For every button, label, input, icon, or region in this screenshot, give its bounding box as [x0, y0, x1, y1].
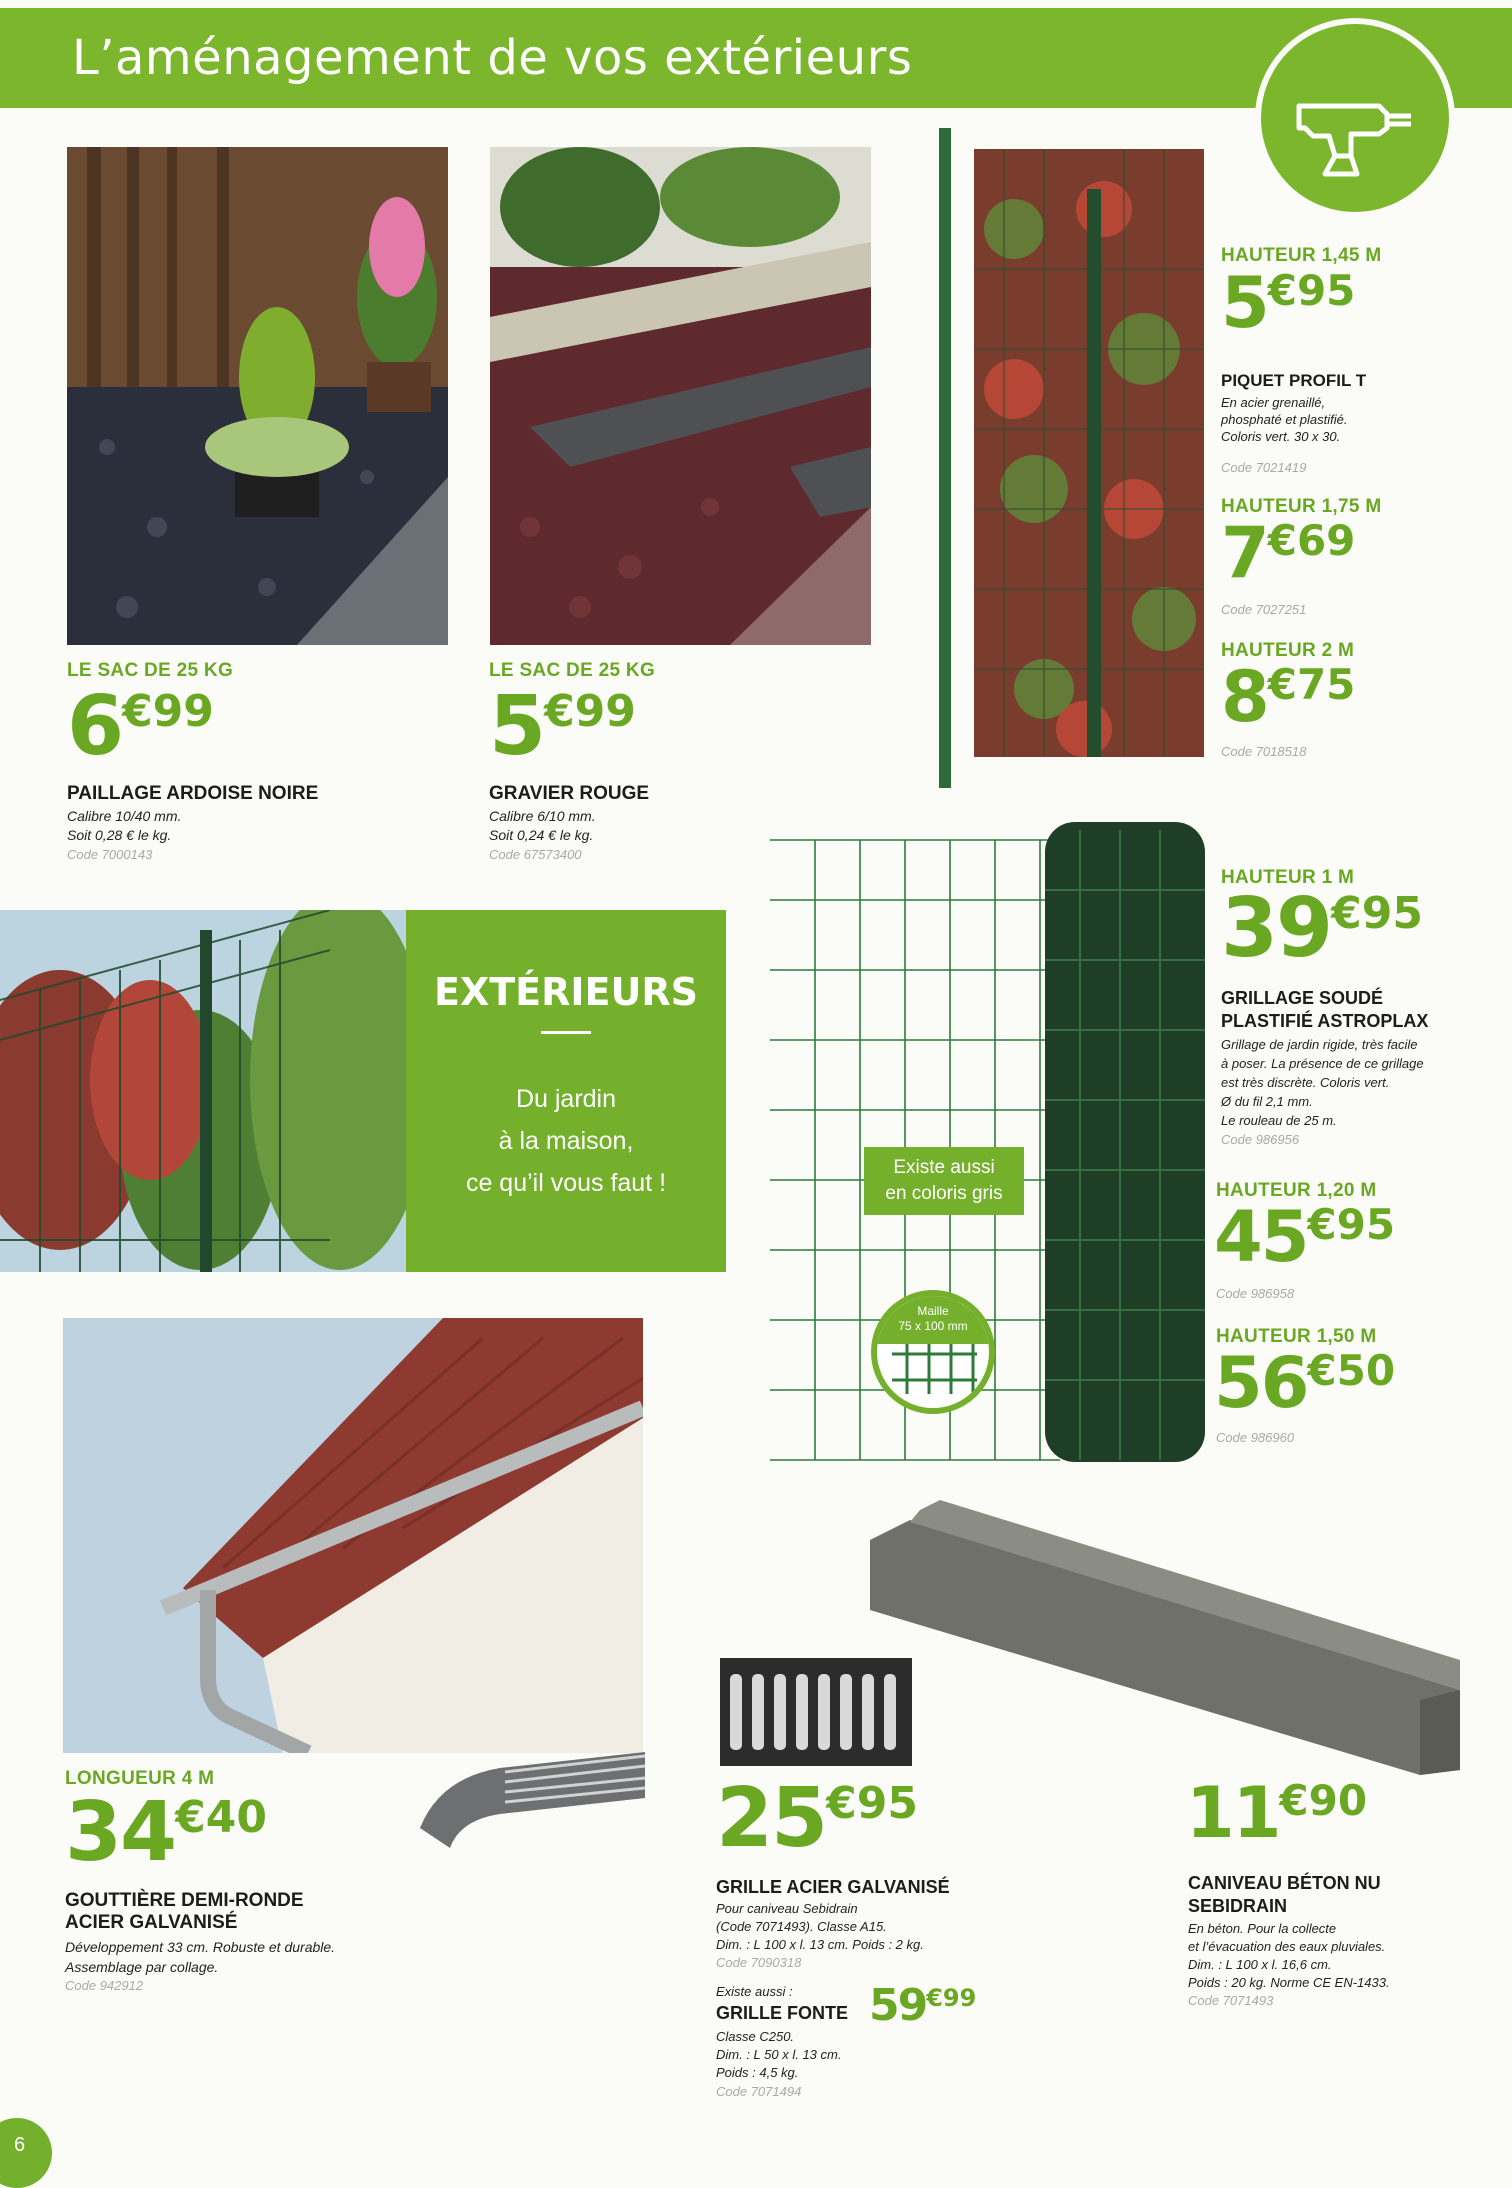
ardoise-desc2: Soit 0,28 € le kg.	[67, 827, 172, 843]
gouttiere-unit: LONGUEUR 4 M	[65, 1768, 215, 1789]
gouttiere-price: 34€40	[65, 1785, 267, 1880]
piquet-name: PIQUET PROFIL T	[1221, 371, 1367, 390]
piquet-price-3: 8€75	[1221, 656, 1356, 738]
promo-line-3: ce qu’il vous faut !	[465, 1169, 667, 1197]
grillage-desc3: est très discrète. Coloris vert.	[1221, 1075, 1390, 1090]
gravier-name: GRAVIER ROUGE	[489, 783, 650, 804]
caniveau-desc3: Dim. : L 100 x l. 16,6 cm.	[1188, 1957, 1332, 1972]
grillage-desc5: Le rouleau de 25 m.	[1221, 1113, 1337, 1128]
grille-fonte-name: GRILLE FONTE	[716, 2003, 848, 2023]
piquet-height-1: HAUTEUR 1,45 M	[1221, 245, 1382, 266]
mesh-size-label	[877, 1296, 989, 1344]
caniveau-desc2: et l’évacuation des eaux pluviales.	[1188, 1939, 1386, 1954]
page-number-badge	[0, 2118, 52, 2188]
red-gravel-photo	[490, 147, 871, 645]
grille-also: Existe aussi :	[716, 1984, 793, 1999]
grille-fonte-code: Code 7071494	[716, 2084, 802, 2099]
badge-line-2: en coloris gris	[885, 1183, 1003, 1204]
piquet-price-1: 5€95	[1221, 262, 1356, 344]
ardoise-name: PAILLAGE ARDOISE NOIRE	[67, 783, 319, 804]
piquet-height-3: HAUTEUR 2 M	[1221, 640, 1355, 661]
mesh-size-badge	[871, 1290, 995, 1414]
slate-mulch-photo	[67, 147, 448, 645]
grille-price: 25€95	[716, 1771, 918, 1866]
piquet-code-2: Code 7027251	[1221, 602, 1307, 617]
grille-desc3: Dim. : L 100 x l. 13 cm. Poids : 2 kg.	[716, 1937, 924, 1952]
grillage-price-3: 56€50	[1214, 1342, 1396, 1424]
caniveau-desc4: Poids : 20 kg. Norme CE EN-1433.	[1188, 1975, 1390, 1990]
grey-color-badge	[864, 1147, 1024, 1215]
grille-desc2: (Code 7071493). Classe A15.	[716, 1919, 887, 1934]
caniveau-name-2: SEBIDRAIN	[1188, 1896, 1288, 1916]
piquet-price-2: 7€69	[1221, 512, 1356, 594]
grillage-name-2: PLASTIFIÉ ASTROPLAX	[1221, 1011, 1429, 1031]
mesh-icon	[877, 1344, 989, 1408]
grillage-desc2: à poser. La présence de ce grillage	[1221, 1056, 1424, 1071]
mesh-label-1: Maille	[917, 1304, 949, 1318]
grillage-height-1: HAUTEUR 1 M	[1221, 867, 1355, 888]
caniveau-code: Code 7071493	[1188, 1993, 1274, 2008]
grille-desc1: Pour caniveau Sebidrain	[716, 1901, 858, 1916]
half-round-gutter-image	[410, 1748, 645, 1858]
gouttiere-desc1: Développement 33 cm. Robuste et durable.	[65, 1939, 336, 1955]
caniveau-name-1: CANIVEAU BÉTON NU	[1188, 1873, 1381, 1893]
mesh-label-2: 75 x 100 mm	[898, 1319, 968, 1333]
drill-icon	[1255, 18, 1455, 218]
badge-line-1: Existe aussi	[893, 1157, 995, 1178]
concrete-channel-image	[860, 1500, 1460, 1780]
grillage-desc4: Ø du fil 2,1 mm.	[1221, 1094, 1313, 1109]
piquet-desc2: phosphaté et plastifié.	[1221, 412, 1348, 427]
grille-name: GRILLE ACIER GALVANISÉ	[716, 1877, 950, 1897]
piquet-code-1: Code 7021419	[1221, 460, 1307, 475]
promo-text	[406, 1078, 726, 1204]
promo-line-2: à la maison,	[498, 1127, 634, 1155]
page-title: L’aménagement de vos extérieurs	[72, 30, 913, 86]
promo-divider	[541, 1031, 591, 1034]
promo-box	[406, 910, 726, 1272]
caniveau-desc1: En béton. Pour la collecte	[1188, 1921, 1337, 1936]
caniveau-price: 11€90	[1186, 1772, 1368, 1854]
gouttiere-desc2: Assemblage par collage.	[65, 1959, 219, 1975]
ardoise-unit: LE SAC DE 25 KG	[67, 660, 234, 681]
piquet-height-2: HAUTEUR 1,75 M	[1221, 496, 1382, 517]
grillage-code-2: Code 986958	[1216, 1286, 1295, 1301]
grillage-height-2: HAUTEUR 1,20 M	[1216, 1180, 1377, 1201]
gouttiere-name-1: GOUTTIÈRE DEMI-RONDE	[65, 1890, 304, 1911]
grillage-code-3: Code 986960	[1216, 1430, 1295, 1445]
grille-code: Code 7090318	[716, 1955, 802, 1970]
page-number: 6	[14, 2134, 26, 2156]
grillage-desc1: Grillage de jardin rigide, très facile	[1221, 1037, 1418, 1052]
grille-fonte-desc1: Classe C250.	[716, 2029, 795, 2044]
garden-fence-photo	[0, 910, 406, 1272]
grille-fonte-desc2: Dim. : L 50 x l. 13 cm.	[716, 2047, 842, 2062]
ardoise-code: Code 7000143	[67, 847, 153, 862]
gravier-price: 5€99	[489, 679, 636, 774]
fence-post-image	[936, 128, 954, 788]
gutter-photo	[63, 1318, 643, 1753]
grillage-name-1: GRILLAGE SOUDÉ	[1221, 988, 1384, 1008]
promo-title: EXTÉRIEURS	[434, 970, 698, 1014]
gouttiere-name-2: ACIER GALVANISÉ	[65, 1912, 238, 1933]
gravier-desc2: Soit 0,24 € le kg.	[489, 827, 594, 843]
promo-line-1: Du jardin	[515, 1085, 617, 1113]
gouttiere-code: Code 942912	[65, 1978, 144, 1993]
ardoise-price: 6€99	[67, 679, 214, 774]
gravier-desc1: Calibre 6/10 mm.	[489, 808, 596, 824]
grillage-price-2: 45€95	[1214, 1196, 1396, 1278]
grillage-code-1: Code 986956	[1221, 1132, 1300, 1147]
hedge-fence-photo	[974, 149, 1204, 757]
gravier-unit: LE SAC DE 25 KG	[489, 660, 656, 681]
piquet-desc1: En acier grenaillé,	[1221, 395, 1326, 410]
piquet-code-3: Code 7018518	[1221, 744, 1307, 759]
grillage-price-1: 39€95	[1221, 881, 1423, 976]
grille-fonte-price: 59€99	[869, 1980, 977, 2031]
gravier-code: Code 67573400	[489, 847, 582, 862]
grillage-height-3: HAUTEUR 1,50 M	[1216, 1326, 1377, 1347]
piquet-desc3: Coloris vert. 30 x 30.	[1221, 429, 1341, 444]
grille-fonte-desc3: Poids : 4,5 kg.	[716, 2065, 799, 2080]
ardoise-desc1: Calibre 10/40 mm.	[67, 808, 182, 824]
